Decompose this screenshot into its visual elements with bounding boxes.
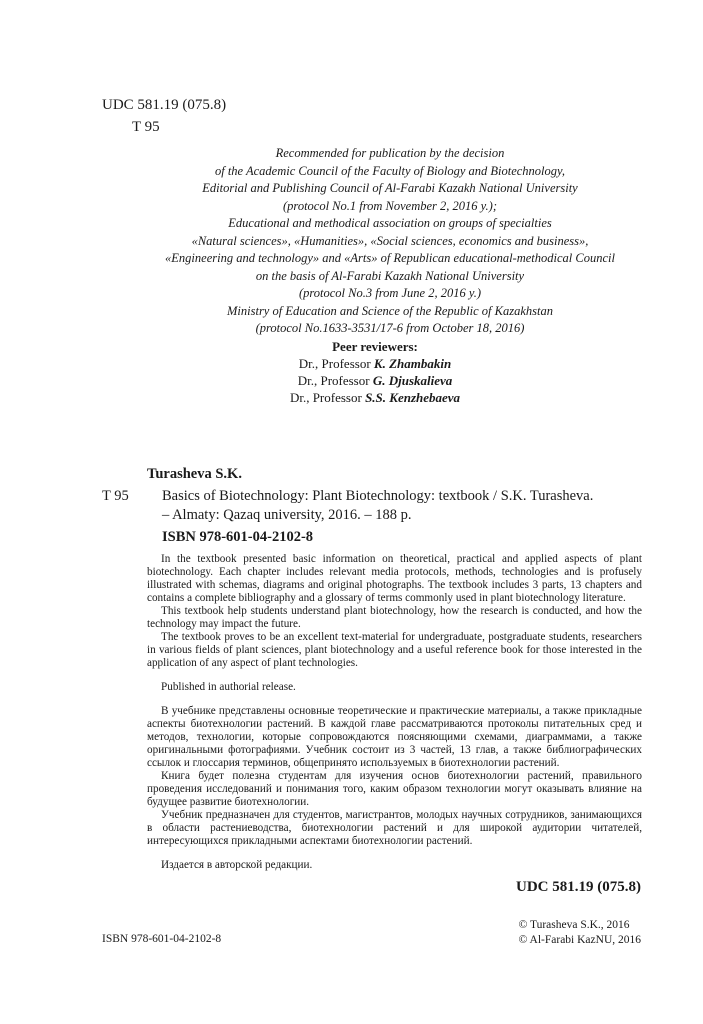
citation-line: Basics of Biotechnology: Plant Biotechnology: textbook / S.K. Turasheva. xyxy=(162,488,594,504)
abstract-block xyxy=(147,553,642,872)
citation-author: Turasheva S.K. xyxy=(147,466,242,482)
classification-code-top: T 95 xyxy=(132,119,160,135)
reviewer-line xyxy=(200,389,550,406)
isbn-bottom: ISBN 978-601-04-2102-8 xyxy=(102,933,222,945)
recommendation-line: Editorial and Publishing Council of Al-Farabi Kazakh National University xyxy=(202,181,578,195)
published-note-ru: Издается в авторской редакции. xyxy=(161,859,313,871)
recommendation-line: Educational and methodical association on groups of specialties xyxy=(228,216,552,230)
reviewer-name: K. Zhambakin xyxy=(373,356,452,371)
peer-reviewers-block xyxy=(200,338,550,406)
recommendation-line: of the Academic Council of the Faculty of Biology and Biotechnology, xyxy=(214,163,566,178)
copyright-author: © Turasheva S.K., 2016 xyxy=(518,919,630,931)
copyright-publisher: © Al-Farabi KazNU, 2016 xyxy=(518,934,641,946)
recommendation-line: (protocol No.1633-3531/17-6 from October 18, 2016) xyxy=(255,321,525,335)
reviewer-name: G. Djuskalieva xyxy=(372,373,453,388)
citation-isbn: ISBN 978-601-04-2102-8 xyxy=(162,529,314,545)
recommendation-line: (protocol No.3 from June 2, 2016 y.) xyxy=(298,286,482,300)
abstract-en-paragraph: In the textbook presented basic information on theoretical, practical and applied aspects of plant biotechnology. Each chapter includes relevant media protocols, methods, technologies and is profusely illustrated with schemas, diagrams and original photographs. The textbook includes 3 parts, 13 chapters and contains a complete bibliography and a glossary of terms commonly used in plant biotechnology literature. xyxy=(147,553,642,604)
recommendation-line: Recommended for publication by the decision xyxy=(275,146,505,160)
abstract-ru xyxy=(147,705,642,848)
recommendation-line: Ministry of Education and Science of the Republic of Kazakhstan xyxy=(227,303,553,318)
recommendation-line: «Natural sciences», «Humanities», «Social sciences, economics and business», xyxy=(191,233,589,248)
reviewer-line xyxy=(200,372,550,389)
published-note-en: Published in authorial release. xyxy=(161,681,296,693)
reviewer-prefix: Dr., Professor xyxy=(297,373,373,388)
citation-code: T 95 xyxy=(102,488,129,504)
udc-code-bottom: UDC 581.19 (075.8) xyxy=(516,879,641,895)
recommendation-line: (protocol No.1 from November 2, 2016 y.); xyxy=(283,198,497,213)
reviewer-prefix: Dr., Professor xyxy=(298,356,374,371)
abstract-en-paragraph: This textbook help students understand plant biotechnology, how the research is conducted, and how the technology may impact the future. xyxy=(147,605,642,630)
recommendation-line: «Engineering and technology» and «Arts» of Republican educational-methodical Council xyxy=(165,251,615,265)
abstract-en-paragraph: The textbook proves to be an excellent text-material for undergraduate, postgraduate students, researchers in various fields of plant sciences, plant biotechnology and a useful reference book for those interested in the application of any aspect of plant technologies. xyxy=(147,631,642,669)
udc-code-top: UDC 581.19 (075.8) xyxy=(102,97,227,113)
abstract-ru-paragraph: Учебник предназначен для студентов, магистрантов, молодых научных сотрудников, занимающихся в области растениеводства, биотехнологии растений и для широкой аудитории читателей, интересующихся прикладными аспектами биотехнологии растений. xyxy=(147,809,642,847)
reviewer-line xyxy=(200,355,550,372)
abstract-ru-paragraph: Книга будет полезна студентам для изучения основ биотехнологии растений, правильного проведения исследований и понимания того, каким образом технологии могут оказывать влияние на будущее развитие биотехнологии. xyxy=(147,770,642,808)
citation-text xyxy=(162,487,642,525)
reviewer-name: S.S. Kenzhebaeva xyxy=(365,390,461,405)
citation-line: – Almaty: Qazaq university, 2016. – 188 p. xyxy=(162,507,412,523)
reviewer-prefix: Dr., Professor xyxy=(289,390,366,405)
recommendation-line: on the basis of Al-Farabi Kazakh National University xyxy=(255,268,525,283)
copyright-block xyxy=(519,918,641,948)
abstract-ru-paragraph: В учебнике представлены основные теоретические и практические материалы, а также прикладные аспекты биотехнологии растений. В каждой главе рассматриваются протоколы питательных сред и методов, технологии, которые сопровождаются поясняющими схемами, диаграммами, а также оригинальными фотографиями. Учебник состоит из 3 частей, 13 глав, а также библиографических ссылок и глоссария терминов, общепринято используемых в биотехнологии растений. xyxy=(147,705,642,769)
recommendation-block xyxy=(120,145,660,338)
peer-reviewers-title: Peer reviewers: xyxy=(332,339,418,354)
